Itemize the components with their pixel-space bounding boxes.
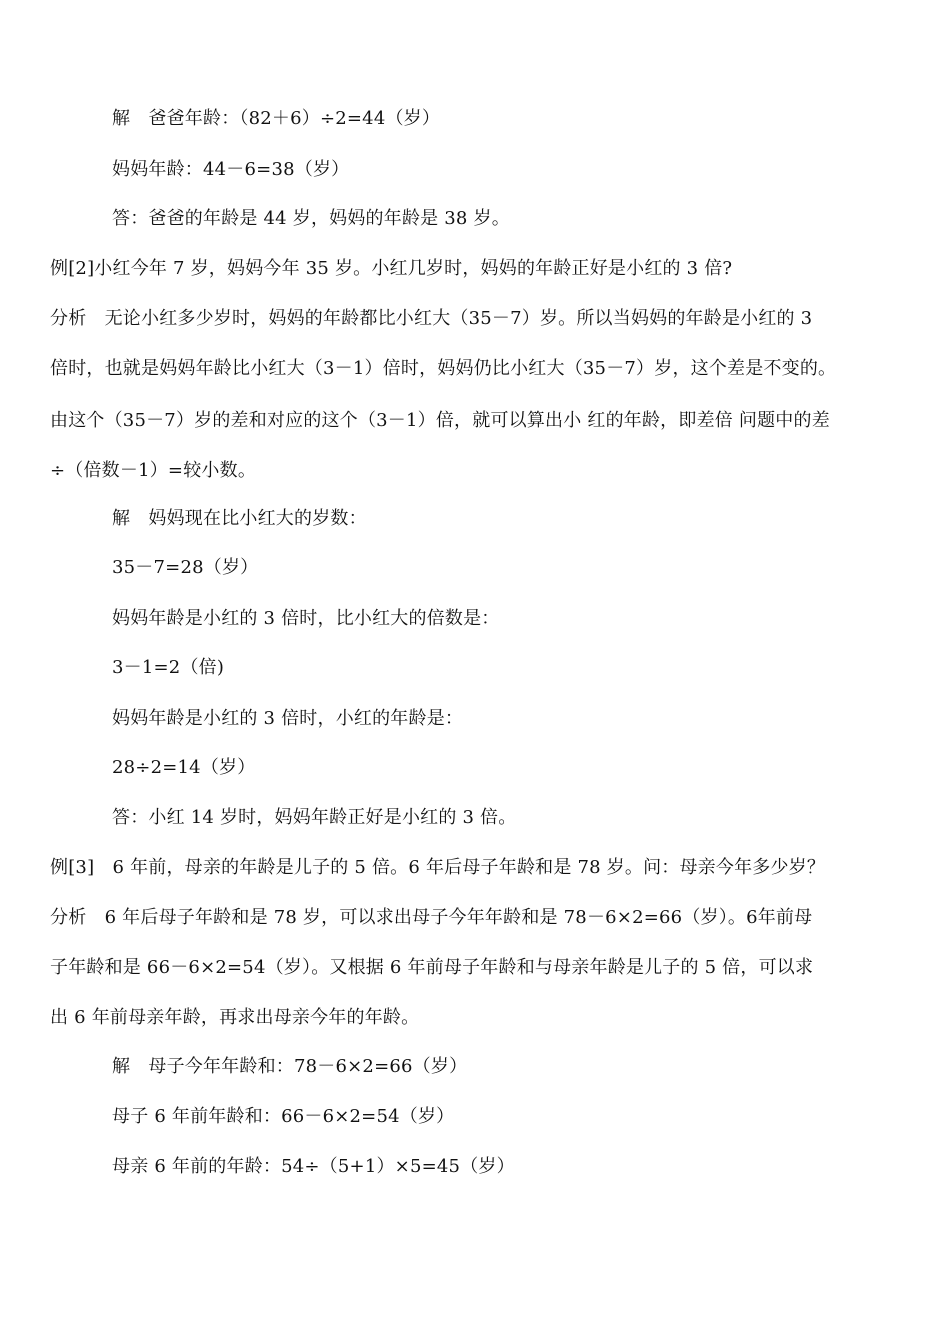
solution-line-father-age: 解 爸爸年龄：（82＋6）÷2=44（岁） — [112, 108, 441, 129]
answer-line-1: 答：爸爸的年龄是 44 岁，妈妈的年龄是 38 岁。 — [112, 208, 510, 229]
solution-3-step-1: 解 母子今年年龄和：78－6×2=66（岁） — [112, 1056, 468, 1077]
solution-2-calc-1: 35－7=28（岁） — [112, 557, 259, 578]
analysis-2-line-4: ÷（倍数－1）=较小数。 — [50, 460, 257, 481]
example-2-question: 例[2]小红今年 7 岁，妈妈今年 35 岁。小红几岁时，妈妈的年龄正好是小红的 3 倍? — [50, 258, 733, 279]
solution-3-step-3: 母亲 6 年前的年龄：54÷（5+1）×5=45（岁） — [112, 1156, 515, 1177]
answer-line-2: 答：小红 14 岁时，妈妈年龄正好是小红的 3 倍。 — [112, 807, 517, 828]
solution-2-calc-2: 3－1=2（倍) — [112, 657, 225, 678]
solution-2-step-2: 妈妈年龄是小红的 3 倍时，比小红大的倍数是： — [112, 608, 500, 629]
solution-3-step-2: 母子 6 年前年龄和：66－6×2=54（岁） — [112, 1106, 455, 1127]
solution-2-calc-3: 28÷2=14（岁） — [112, 757, 256, 778]
analysis-3-line-1: 分析 6 年后母子年龄和是 78 岁，可以求出母子今年年龄和是 78－6×2=66（岁）。6年前母 — [50, 907, 813, 928]
analysis-3-line-3: 出 6 年前母亲年龄，再求出母亲今年的年龄。 — [50, 1007, 420, 1028]
analysis-3-line-2: 子年龄和是 66－6×2=54（岁）。又根据 6 年前母子年龄和与母亲年龄是儿子的 5 倍，可以求 — [50, 957, 814, 978]
solution-2-step-3: 妈妈年龄是小红的 3 倍时，小红的年龄是： — [112, 708, 464, 729]
analysis-2-line-2: 倍时，也就是妈妈年龄比小红大（3－1）倍时，妈妈仍比小红大（35－7）岁，这个差是不变的。 — [50, 358, 837, 379]
solution-line-mother-age: 妈妈年龄：44－6=38（岁） — [112, 159, 350, 180]
analysis-2-line-1: 分析 无论小红多少岁时，妈妈的年龄都比小红大（35－7）岁。所以当妈妈的年龄是小红的 3 — [50, 308, 813, 329]
solution-2-step-1: 解 妈妈现在比小红大的岁数： — [112, 508, 367, 529]
analysis-2-line-3: 由这个（35－7）岁的差和对应的这个（3－1）倍，就可以算出小 红的年龄，即差倍 问题中的差 — [50, 410, 830, 431]
example-3-question: 例[3] 6 年前，母亲的年龄是儿子的 5 倍。6 年后母子年龄和是 78 岁。问：母亲今年多少岁？ — [50, 857, 826, 878]
